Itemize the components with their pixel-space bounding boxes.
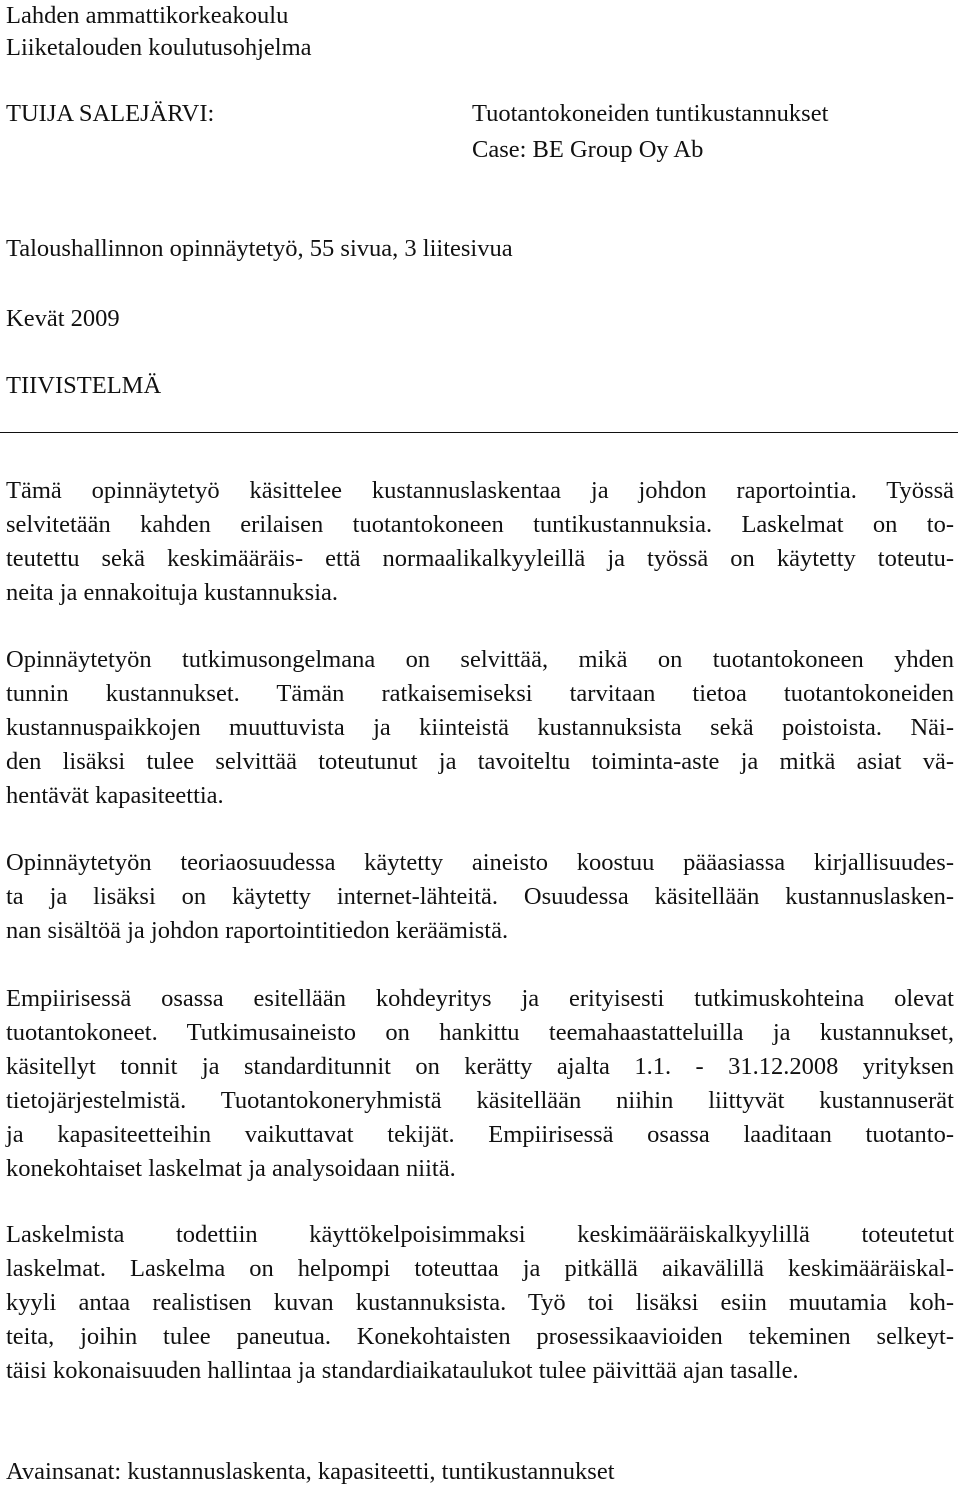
keywords: Avainsanat: kustannuslaskenta, kapasiteetti, tuntikustannukset <box>6 1458 615 1485</box>
paragraph-line: Tämä opinnäytetyö käsittelee kustannuslaskentaa ja johdon raportointia. Työssä <box>6 477 954 504</box>
paragraph-line: teita, joihin tulee paneutua. Konekohtaisten prosessikaavioiden tekeminen selkeyt- <box>6 1323 954 1350</box>
paragraph-line: hentävät kapasiteettia. <box>6 782 224 809</box>
paragraph-line: täisi kokonaisuuden hallintaa ja standardiaikataulukot tulee päivittää ajan tasalle. <box>6 1357 799 1384</box>
paragraph-line: Laskelmista todettiin käyttökelpoisimmaksi keskimääräiskalkyylillä toteutetut <box>6 1221 954 1248</box>
paragraph-line: Opinnäytetyön teoriaosuudessa käytetty aineisto koostuu pääasiassa kirjallisuudes- <box>6 849 954 876</box>
paragraph-line: käsitellyt tonnit ja standarditunnit on kerätty ajalta 1.1. - 31.12.2008 yrityksen <box>6 1053 954 1080</box>
thesis-info: Taloushallinnon opinnäytetyö, 55 sivua, 3 liitesivua <box>6 235 513 262</box>
program-name: Liiketalouden koulutusohjelma <box>6 34 312 61</box>
paragraph-line: konekohtaiset laskelmat ja analysoidaan niitä. <box>6 1155 456 1182</box>
paragraph-line: nan sisältöä ja johdon raportointitiedon keräämistä. <box>6 917 509 944</box>
thesis-term: Kevät 2009 <box>6 305 120 332</box>
paragraph-line: neita ja ennakoituja kustannuksia. <box>6 579 339 606</box>
abstract-paragraph-5 <box>6 1218 954 1388</box>
paragraph-line: teutettu sekä keskimääräis- että normaalikalkyyleillä ja työssä on käytetty toteutu- <box>6 545 954 572</box>
author-name: TUIJA SALEJÄRVI: <box>6 100 215 127</box>
thesis-case: Case: BE Group Oy Ab <box>472 136 704 163</box>
paragraph-line: den lisäksi tulee selvittää toteutunut ja tavoiteltu toiminta-aste ja mitkä asiat vä- <box>6 748 954 775</box>
section-title: TIIVISTELMÄ <box>6 372 162 399</box>
abstract-paragraph-3 <box>6 846 954 948</box>
institution-name: Lahden ammattikorkeakoulu <box>6 2 289 29</box>
abstract-paragraph-1 <box>6 474 954 610</box>
paragraph-line: selvitetään kahden erilaisen tuotantokoneen tuntikustannuksia. Laskelmat on to- <box>6 511 954 538</box>
thesis-title: Tuotantokoneiden tuntikustannukset <box>472 100 829 127</box>
paragraph-line: Opinnäytetyön tutkimusongelmana on selvittää, mikä on tuotantokoneen yhden <box>6 646 954 673</box>
paragraph-line: ta ja lisäksi on käytetty internet-lähteitä. Osuudessa käsitellään kustannuslasken- <box>6 883 954 910</box>
paragraph-line: ja kapasiteetteihin vaikuttavat tekijät. Empiirisessä osassa laaditaan tuotanto- <box>6 1121 954 1148</box>
paragraph-line: kustannuspaikkojen muuttuvista ja kiinteistä kustannuksista sekä poistoista. Näi- <box>6 714 954 741</box>
paragraph-line: tuotantokoneet. Tutkimusaineisto on hankittu teemahaastatteluilla ja kustannukset, <box>6 1019 954 1046</box>
divider-rule <box>0 432 958 433</box>
abstract-paragraph-4 <box>6 982 954 1186</box>
paragraph-line: tietojärjestelmistä. Tuotantokoneryhmistä käsitellään niihin liittyvät kustannuserät <box>6 1087 954 1114</box>
paragraph-line: laskelmat. Laskelma on helpompi toteuttaa ja pitkällä aikavälillä keskimääräiskal- <box>6 1255 954 1282</box>
paragraph-line: tunnin kustannukset. Tämän ratkaisemiseksi tarvitaan tietoa tuotantokoneiden <box>6 680 954 707</box>
paragraph-line: kyyli antaa realistisen kuvan kustannuksista. Työ toi lisäksi esiin muutamia koh- <box>6 1289 954 1316</box>
paragraph-line: Empiirisessä osassa esitellään kohdeyritys ja erityisesti tutkimuskohteina olevat <box>6 985 954 1012</box>
abstract-paragraph-2 <box>6 643 954 813</box>
